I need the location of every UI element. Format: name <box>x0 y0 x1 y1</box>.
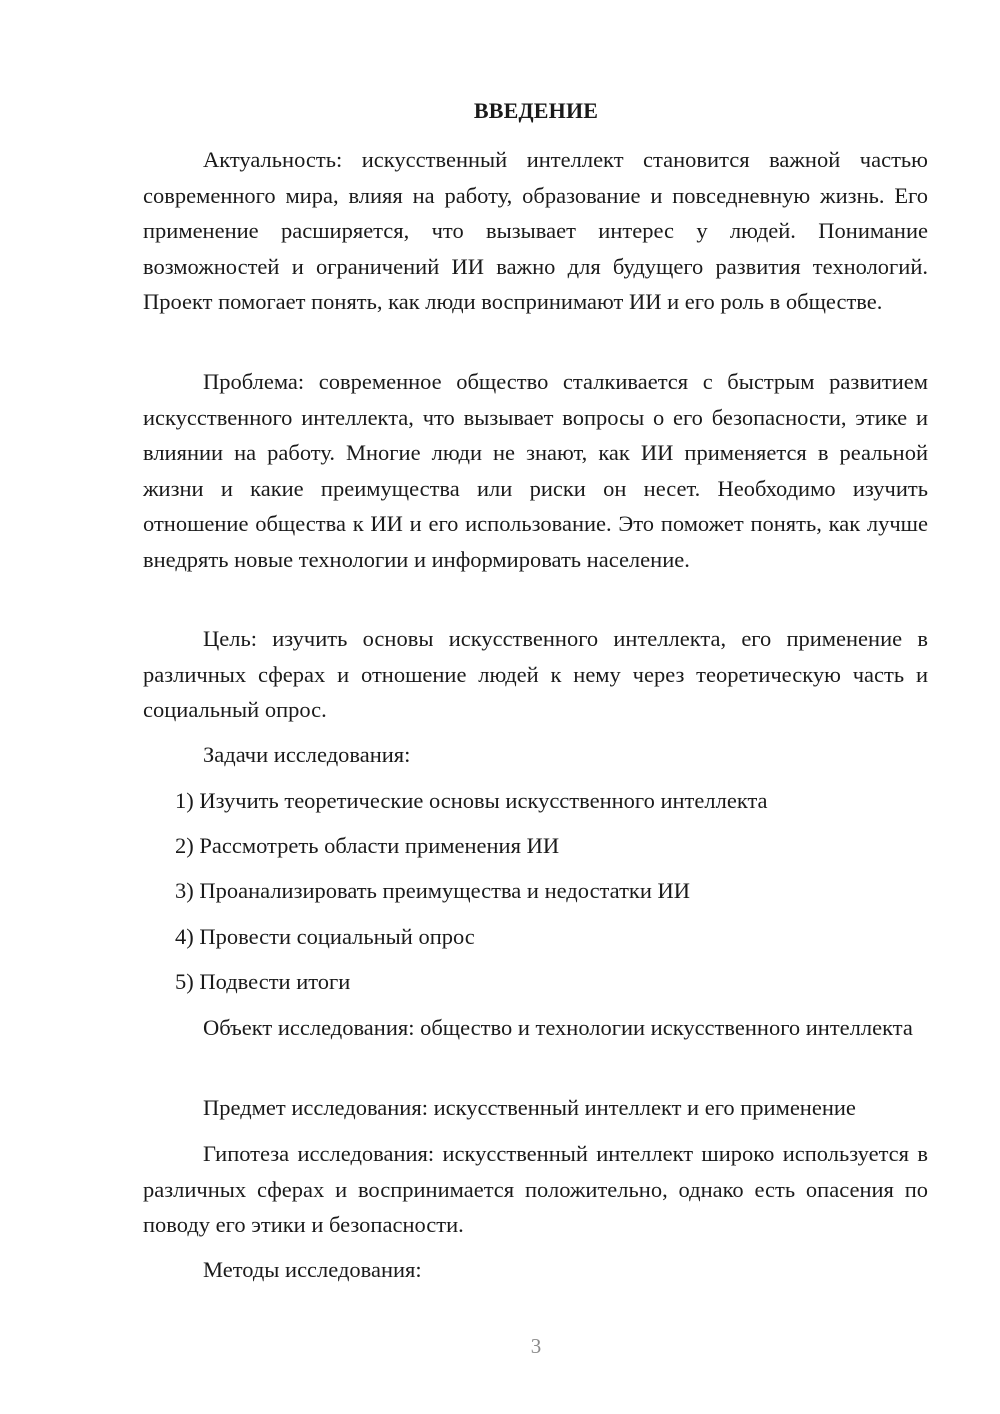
object-paragraph: Объект исследования: общество и технологии искусственного интеллекта <box>203 1015 913 1040</box>
methods-heading: Методы исследования: <box>203 1257 422 1282</box>
problem-paragraph: Проблема: современное общество сталкивается с быстрым развитием искусственного интеллекта, что вызывает вопросы о его безопасности, этике и влиянии на работу. Многие люди не знают, как ИИ применяется в реальной жизни и какие преимущества или риски он несет. Необходимо изучить отношение общества к ИИ и его использование. Это поможет понять, как лучше внедрять новые технологии и информировать население. <box>143 369 928 572</box>
task-item: 5) Подвести итоги <box>175 969 351 994</box>
subject-paragraph: Предмет исследования: искусственный интеллект и его применение <box>203 1095 856 1120</box>
relevance-paragraph: Актуальность: искусственный интеллект становится важной частью современного мира, влияя на работу, образование и повседневную жизнь. Его применение расширяется, что вызывает интерес у людей. Понимание возможностей и ограничений ИИ важно для будущего развития технологий. Проект помогает понять, как люди воспринимают ИИ и его роль в обществе. <box>143 147 928 314</box>
tasks-heading: Задачи исследования: <box>203 742 411 767</box>
task-item: 3) Проанализировать преимущества и недостатки ИИ <box>175 878 690 903</box>
section-title: ВВЕДЕНИЕ <box>473 98 599 123</box>
goal-paragraph: Цель: изучить основы искусственного интеллекта, его применение в различных сферах и отношение людей к нему через теоретическую часть и социальный опрос. <box>143 626 928 722</box>
hypothesis-paragraph: Гипотеза исследования: искусственный интеллект широко используется в различных сферах и воспринимается положительно, однако есть опасения по поводу его этики и безопасности. <box>143 1141 928 1237</box>
page-number: 3 <box>530 1334 542 1358</box>
task-item: 1) Изучить теоретические основы искусственного интеллекта <box>175 788 768 813</box>
task-item: 4) Провести социальный опрос <box>175 924 475 949</box>
task-item: 2) Рассмотреть области применения ИИ <box>175 833 560 858</box>
